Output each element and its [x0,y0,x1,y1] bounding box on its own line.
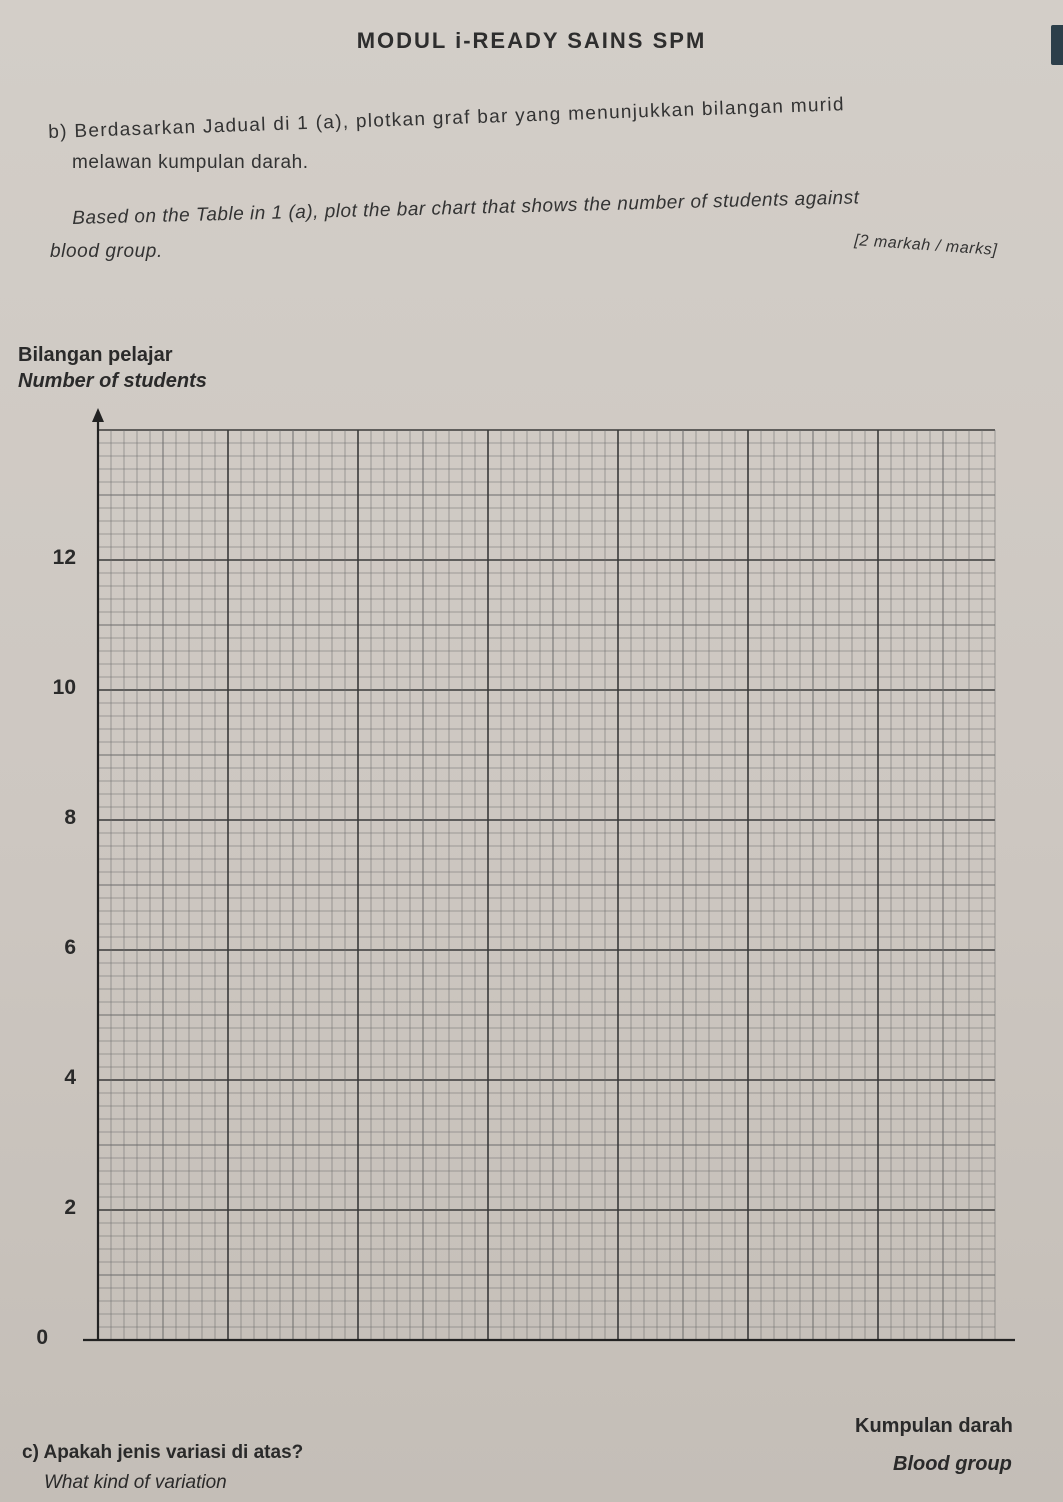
question-b-english-line-2: blood group. [50,241,163,262]
question-c [22,1442,303,1494]
x-axis-label-malay: Kumpulan darah [855,1415,1013,1437]
question-c-english: What kind of variation [44,1472,227,1493]
y-tick-label: 2 [64,1196,76,1219]
question-c-malay: c) Apakah jenis variasi di atas? [22,1442,304,1463]
y-tick-label: 6 [64,936,76,959]
question-b-malay-line-2: melawan kumpulan darah. [72,152,309,173]
y-axis-label-malay: Bilangan pelajar [18,344,173,366]
x-axis-label [855,1412,1013,1478]
y-axis-arrow [92,408,104,422]
y-tick-label: 0 [36,1326,48,1349]
y-tick-label: 10 [52,676,76,699]
y-tick-label: 8 [64,806,76,829]
x-axis-label-english: Blood group [893,1453,1012,1475]
question-b-english-line-1: Based on the Table in 1 (a), plot the bar chart that shows the number of students against [72,187,860,229]
y-tick-label: 4 [64,1066,76,1089]
y-tick-label: 12 [52,546,76,569]
question-b-malay-line-1: b) Berdasarkan Jadual di 1 (a), plotkan graf bar yang menunjukkan bilangan murid [48,94,846,143]
module-header: MODUL i-READY SAINS SPM [356,28,707,53]
y-axis-label-english: Number of students [18,370,207,392]
marks-allocation: [2 markah / marks] [853,232,998,259]
